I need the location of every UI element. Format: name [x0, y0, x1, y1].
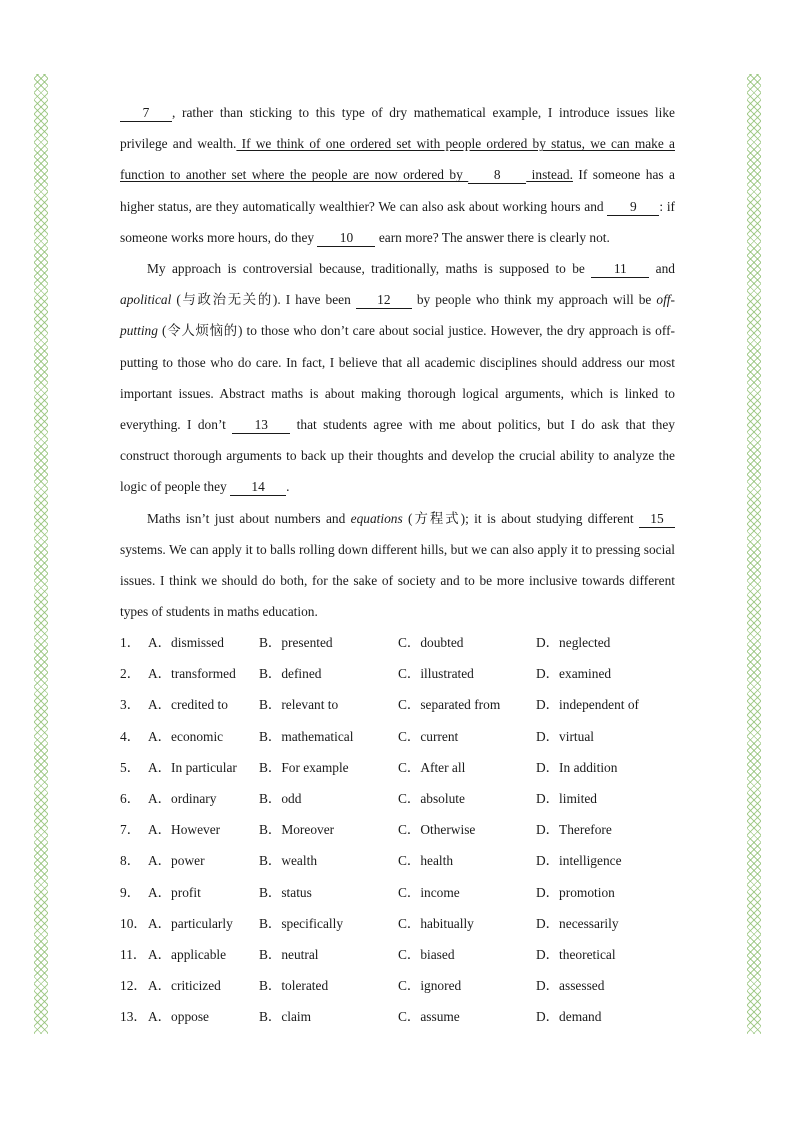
option-c: C．absolute: [398, 790, 465, 806]
option-a: A．economic: [148, 728, 224, 744]
option-row: [120, 970, 680, 1001]
question-number: 6．: [120, 790, 141, 806]
option-c: C．assume: [398, 1009, 460, 1025]
option-b: B．odd: [259, 790, 302, 806]
option-c: C．After all: [398, 759, 466, 775]
decorative-border-left: [34, 74, 48, 1034]
option-c: C．health: [398, 853, 454, 869]
option-row: [120, 939, 680, 970]
answer-options: [120, 627, 680, 1032]
option-b: B．defined: [259, 666, 322, 682]
question-number: 12．: [120, 978, 147, 994]
option-b: B．Moreover: [259, 822, 335, 838]
option-c: C．ignored: [398, 978, 462, 994]
option-row: [120, 845, 680, 876]
paragraph-text: systems. We can apply it to balls rolling down different hills, but we can also apply it to pressing social issues. I think we should do both, for the sake of society and to be more inclusive towards different types of students in maths education.: [120, 541, 675, 620]
option-row: [120, 689, 680, 720]
paragraph-text: My approach is controversial because, traditionally, maths is supposed to be: [147, 261, 592, 277]
question-number: 2．: [120, 666, 141, 682]
paragraph-text: by people who think my approach will be: [411, 292, 657, 308]
option-c: C．income: [398, 884, 460, 900]
underlined-sentence-end: instead.: [526, 167, 573, 183]
option-d: D．examined: [536, 666, 612, 682]
option-b: B．mathematical: [259, 728, 354, 744]
option-d: D．intelligence: [536, 853, 622, 869]
option-d: D．demand: [536, 1009, 602, 1025]
option-d: D．virtual: [536, 728, 595, 744]
paragraph-text: If someone has a higher status, are they automatically wealthier? We can also ask about working hours and: [120, 167, 675, 214]
question-number: 3．: [120, 697, 141, 713]
question-number: 9．: [120, 884, 141, 900]
paragraph-text: : if someone works more hours, do they: [120, 198, 676, 245]
option-b: B．neutral: [259, 946, 319, 962]
underlined-sentence: If we think of one ordered set with people ordered by status, we can make a function to another set where the people are now ordered by: [120, 136, 675, 183]
option-c: C．habitually: [398, 915, 474, 931]
option-b: B．specifically: [259, 915, 344, 931]
option-a: A．oppose: [148, 1009, 209, 1025]
question-number: 11．: [120, 946, 147, 962]
option-a: A．transformed: [148, 666, 236, 682]
option-a: A．profit: [148, 884, 201, 900]
option-row: [120, 752, 680, 783]
passage: [120, 97, 675, 627]
option-c: C．illustrated: [398, 666, 474, 682]
blank-14: 14: [230, 479, 286, 496]
option-a: A．particularly: [148, 915, 233, 931]
option-a: A．However: [148, 822, 221, 838]
option-b: B．status: [259, 884, 312, 900]
paragraph-1: [120, 97, 675, 253]
option-b: B．presented: [259, 635, 333, 650]
question-number: 4．: [120, 728, 141, 744]
paragraph-text: .: [286, 479, 290, 495]
option-d: D．neglected: [536, 635, 611, 650]
blank-12: 12: [356, 292, 412, 309]
option-row: [120, 627, 680, 658]
decorative-border-right: [747, 74, 761, 1034]
paragraph-text: (令人烦恼的) to those who don’t care about social justice. However, the dry approach is off-putting to those who do care. In fact, I believe that all academic disciplines should address our most important issues. Abstract maths is about making thorough logical arguments, which is linked to everything. I don’t: [120, 323, 675, 433]
option-a: A．dismissed: [148, 635, 224, 650]
option-c: C．doubted: [398, 635, 464, 650]
option-c: C．Otherwise: [398, 822, 476, 838]
option-d: D．theoretical: [536, 946, 616, 962]
option-b: B．relevant to: [259, 697, 339, 713]
paragraph-2: [120, 253, 675, 503]
option-d: D．limited: [536, 790, 597, 806]
option-d: D．independent of: [536, 697, 640, 713]
blank-11: 11: [591, 261, 649, 278]
italic-term: off-putting: [120, 292, 675, 339]
blank-15: 15: [639, 511, 675, 528]
option-c: C．separated from: [398, 697, 501, 713]
paragraph-text: that students agree with me about politics, but I do ask that they construct thorough arguments to back up their thoughts and develop the crucial ability to analyze the logic of people they: [120, 417, 675, 495]
option-c: C．biased: [398, 946, 455, 962]
option-row: [120, 814, 680, 845]
question-number: 13．: [120, 1009, 147, 1025]
option-b: B．wealth: [259, 853, 318, 869]
italic-term: equations: [350, 510, 403, 526]
option-a: A．applicable: [148, 946, 227, 962]
option-row: [120, 658, 680, 689]
option-d: D．In addition: [536, 759, 618, 775]
blank-10: 10: [317, 230, 375, 247]
option-d: D．assessed: [536, 978, 605, 994]
question-number: 8．: [120, 853, 141, 869]
paragraph-text: Maths isn’t just about numbers and: [147, 510, 351, 526]
option-a: A．criticized: [148, 978, 221, 994]
paragraph-text: and: [649, 261, 676, 277]
option-b: B．tolerated: [259, 978, 329, 994]
option-row: [120, 783, 680, 814]
option-row: [120, 908, 680, 939]
option-d: D．promotion: [536, 884, 615, 900]
question-number: 1．: [120, 635, 141, 650]
question-number: 7．: [120, 822, 141, 838]
question-number: 10．: [120, 915, 147, 931]
blank-9: 9: [607, 199, 659, 216]
blank-13: 13: [232, 417, 290, 434]
option-a: A．In particular: [148, 759, 237, 775]
option-row: [120, 721, 680, 752]
paragraph-text: (方程式); it is about studying different: [402, 510, 639, 526]
option-d: D．necessarily: [536, 915, 619, 931]
option-a: A．ordinary: [148, 790, 217, 806]
option-a: A．power: [148, 853, 205, 869]
option-c: C．current: [398, 728, 459, 744]
option-a: A．credited to: [148, 697, 228, 713]
italic-term: apolitical: [120, 292, 172, 308]
option-d: D．Therefore: [536, 822, 612, 838]
blank-7: 7: [120, 105, 172, 122]
paragraph-text: , rather than sticking to this type of dry mathematical example, I introduce issues like privilege and wealth.: [120, 105, 675, 152]
option-row: [120, 877, 680, 908]
paragraph-text: earn more? The answer there is clearly not.: [375, 229, 610, 245]
option-b: B．claim: [259, 1009, 312, 1025]
paragraph-3: [120, 503, 675, 628]
paragraph-text: (与政治无关的). I have been: [171, 292, 356, 308]
blank-8: 8: [468, 167, 526, 184]
option-row: [120, 1001, 680, 1032]
question-number: 5．: [120, 759, 141, 775]
option-b: B．For example: [259, 759, 349, 775]
